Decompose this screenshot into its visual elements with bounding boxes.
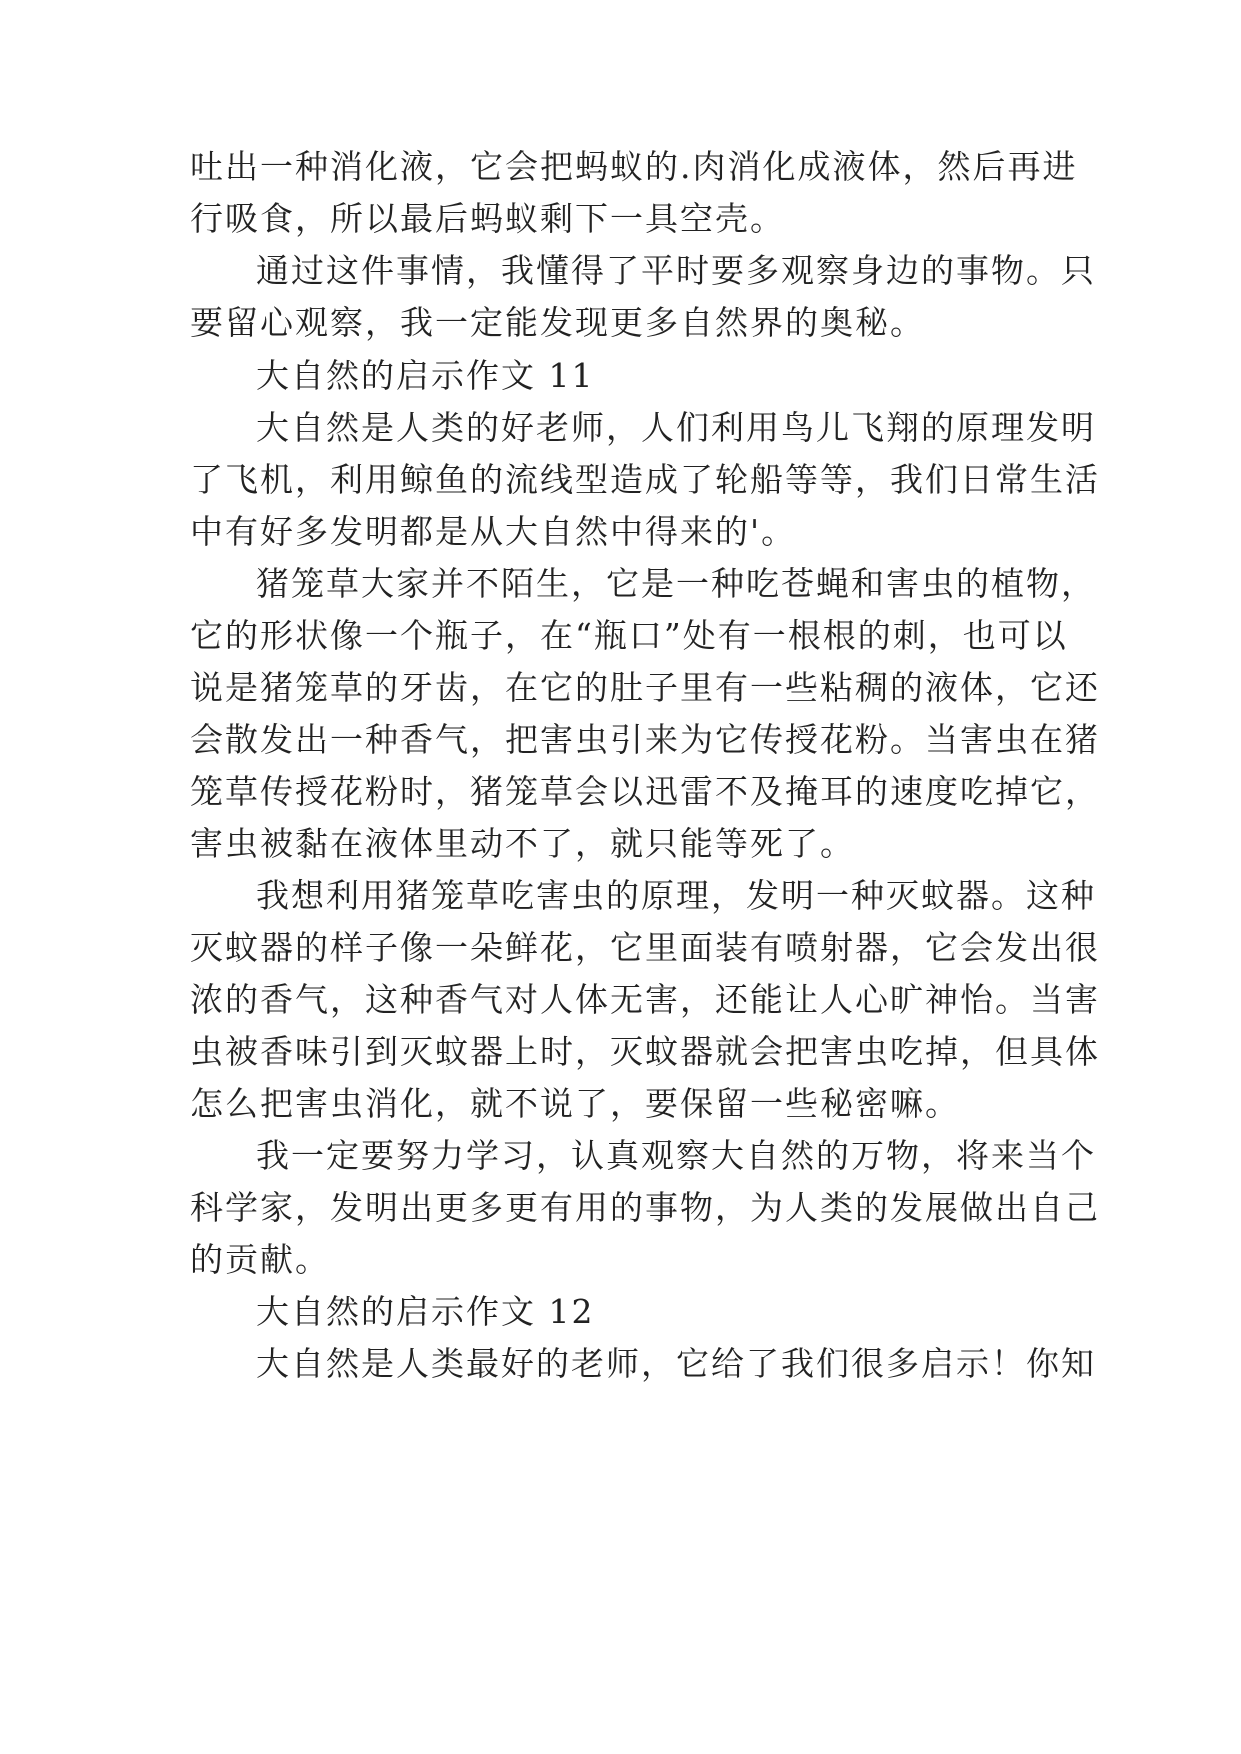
- text-line: 浓的香气，这种香气对人体无害，还能让人心旷神怡。当害: [190, 980, 1100, 1019]
- text-line: 怎么把害虫消化，就不说了，要保留一些秘密嘛。: [190, 1084, 960, 1123]
- paragraph-first-line: 通过这件事情，我懂得了平时要多观察身边的事物。只: [256, 251, 1096, 290]
- section-heading: 大自然的启示作文 11: [256, 356, 595, 395]
- text-line: 说是猪笼草的牙齿，在它的肚子里有一些粘稠的液体，它还: [190, 668, 1100, 707]
- text-line: 会散发出一种香气，把害虫引来为它传授花粉。当害虫在猪: [190, 720, 1100, 759]
- paragraph-first-line: 大自然是人类最好的老师，它给了我们很多启示！你知: [256, 1344, 1096, 1383]
- text-line: 吐出一种消化液，它会把蚂蚁的.肉消化成液体，然后再进: [190, 147, 1078, 186]
- text-line: 要留心观察，我一定能发现更多自然界的奥秘。: [190, 303, 925, 342]
- paragraph-first-line: 我一定要努力学习，认真观察大自然的万物，将来当个: [256, 1136, 1096, 1175]
- text-line: 它的形状像一个瓶子，在“瓶口”处有一根根的刺，也可以: [190, 616, 1068, 655]
- text-line: 灭蚊器的样子像一朵鲜花，它里面装有喷射器，它会发出很: [190, 928, 1100, 967]
- text-line: 行吸食，所以最后蚂蚁剩下一具空壳。: [190, 199, 785, 238]
- text-line: 的贡献。: [190, 1240, 330, 1279]
- text-line: 中有好多发明都是从大自然中得来的'。: [190, 512, 797, 551]
- text-line: 虫被香味引到灭蚊器上时，灭蚊器就会把害虫吃掉，但具体: [190, 1032, 1100, 1071]
- text-line: 了飞机，利用鲸鱼的流线型造成了轮船等等，我们日常生活: [190, 460, 1100, 499]
- text-line: 害虫被黏在液体里动不了，就只能等死了。: [190, 824, 855, 863]
- section-heading: 大自然的启示作文 12: [256, 1292, 595, 1331]
- paragraph-first-line: 大自然是人类的好老师，人们利用鸟儿飞翔的原理发明: [256, 408, 1096, 447]
- paragraph-first-line: 猪笼草大家并不陌生，它是一种吃苍蝇和害虫的植物，: [256, 564, 1096, 603]
- text-line: 笼草传授花粉时，猪笼草会以迅雷不及掩耳的速度吃掉它，: [190, 772, 1100, 811]
- text-line: 科学家，发明出更多更有用的事物，为人类的发展做出自己: [190, 1188, 1100, 1227]
- paragraph-first-line: 我想利用猪笼草吃害虫的原理，发明一种灭蚊器。这种: [256, 876, 1096, 915]
